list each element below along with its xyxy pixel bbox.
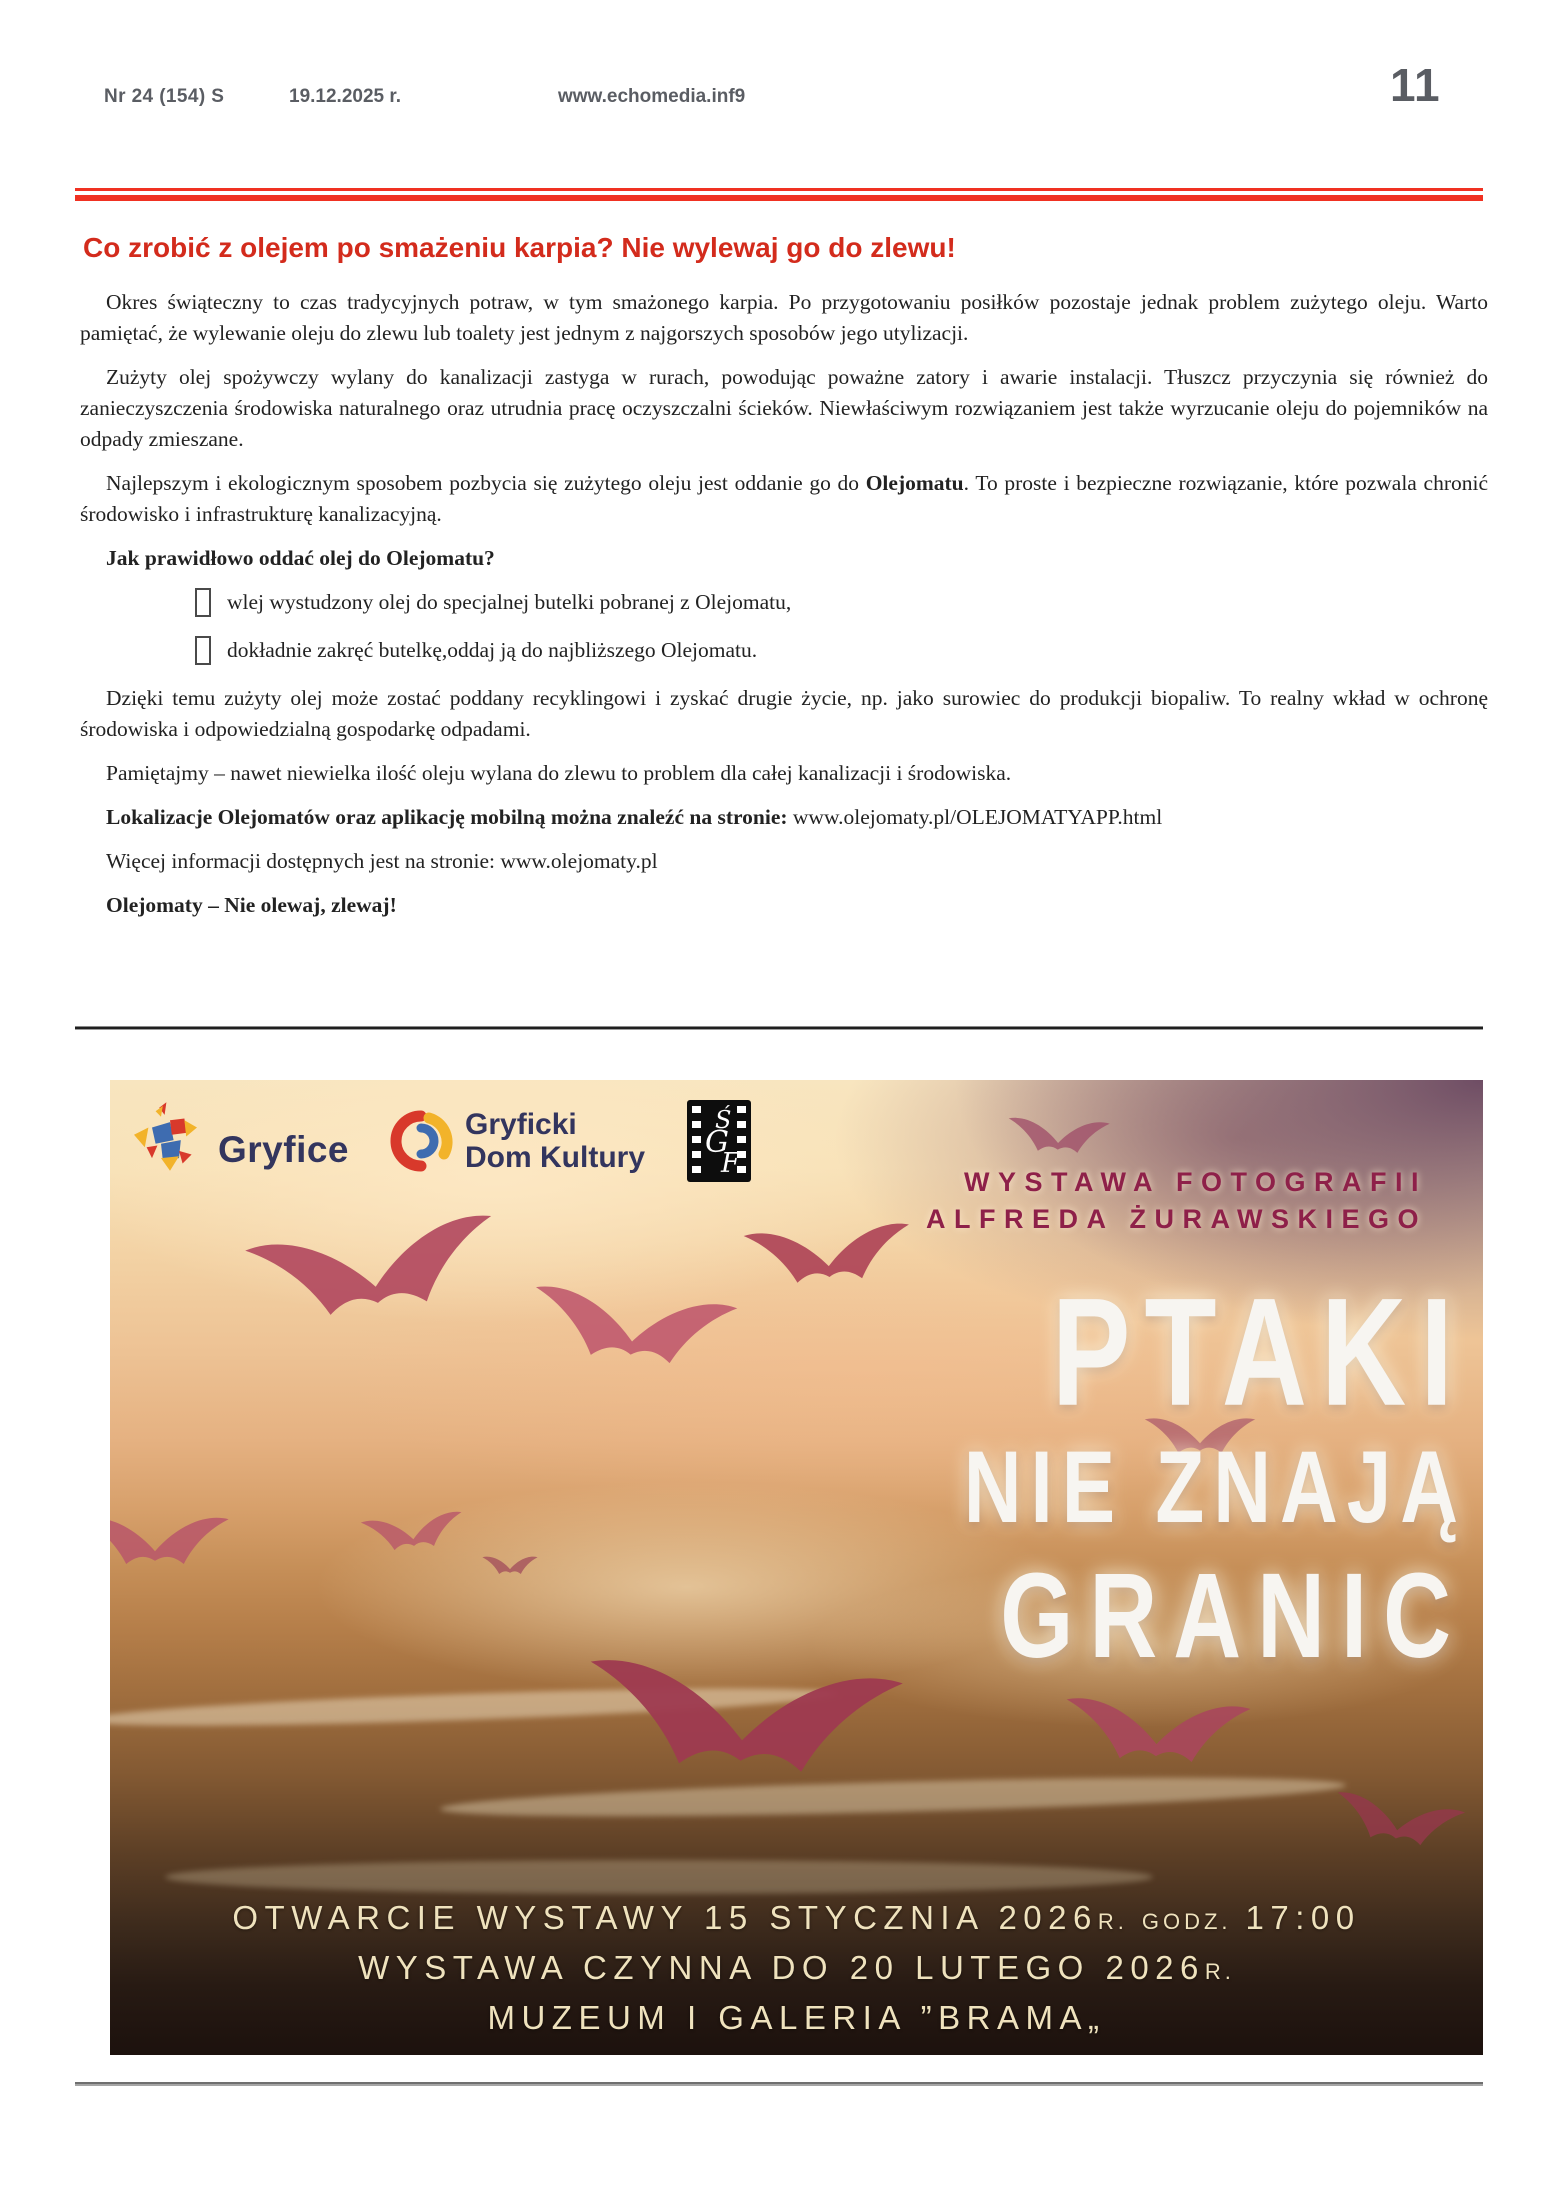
bottom-rule: [75, 2082, 1483, 2086]
bullet-item: [195, 635, 1488, 666]
paragraph-1: Okres świąteczny to czas tradycyjnych potraw, w tym smażonego karpia. Po przygotowaniu posiłków pozostaje jednak problem zużytego oleju. Warto pamiętać, że wylewanie oleju do zlewu lub toalety jest jednym z najgorszych sposobów jego utylizacji.: [80, 290, 1488, 345]
gdk-circle-icon: [389, 1109, 453, 1173]
gryfice-griffin-icon: [134, 1098, 206, 1184]
locations-bold: Lokalizacje Olejomatów oraz aplikację mobilną można znaleźć na stronie:: [106, 805, 788, 829]
kicker-line1: WYSTAWA FOTOGRAFII: [964, 1167, 1427, 1197]
poster-title: [963, 1266, 1467, 1683]
paragraph-locations: [80, 802, 1488, 833]
paragraph-3-text: Najlepszym i ekologicznym sposobem pozbycia się zużytego oleju jest oddanie go do: [106, 471, 866, 495]
footer-line3: MUZEUM I GALERIA ”BRAMA„: [487, 1999, 1106, 2036]
title-line1: PTAKI: [1051, 1266, 1467, 1439]
olejomat-bold: Olejomatu: [865, 471, 964, 495]
kicker-line2: ALFREDA ŻURAWSKIEGO: [926, 1204, 1427, 1234]
paragraph-4: Dzięki temu zużyty olej może zostać poddany recyklingowi i zyskać drugie życie, np. jako surowiec do produkcji biopaliw. To realny wkład w ochronę środowiska i odpowiedzialną gospodarkę odpadami.: [80, 686, 1488, 741]
bullet-text: wlej wystudzony olej do specjalnej butelki pobranej z Olejomatu,: [227, 590, 792, 614]
missing-glyph-icon: [195, 636, 211, 665]
paragraph-3-rest: . To proste i bezpieczne rozwiązanie, które pozwala chronić środowisko i infrastrukturę kanalizacyjną.: [80, 471, 1488, 526]
paragraph-more-info: Więcej informacji dostępnych jest na stronie: www.olejomaty.pl: [106, 849, 658, 873]
gdk-wordmark: [465, 1108, 645, 1174]
header-rule: [75, 188, 1483, 201]
poster-footer: [110, 1895, 1483, 2041]
footer-open-until-text: WYSTAWA CZYNNA DO 20 LUTEGO 2026: [358, 1949, 1205, 1986]
paragraph-2: Zużyty olej spożywczy wylany do kanalizacji zastyga w rurach, powodując poważne zatory i awarie instalacji. Tłuszcz przyczynia się również do zanieczyszczenia środowiska naturalnego oraz utrudnia pracę oczyszczalni ścieków. Niewłaściwym rozwiązaniem jest także wyrzucanie oleju do pojemników na odpady zmieszane.: [80, 365, 1488, 451]
publication-date: 19.12.2025 r.: [289, 86, 401, 107]
poster-kicker: [926, 1164, 1427, 1238]
page-number: 11: [1390, 59, 1441, 111]
gdk-logo: [389, 1108, 645, 1174]
footer-r-abbrev2: R.: [1204, 1959, 1235, 1984]
gdk-wordmark-line2: Dom Kultury: [465, 1141, 646, 1174]
title-line2: NIE ZNAJĄ: [963, 1429, 1467, 1544]
film-club-icon: [687, 1100, 751, 1182]
footer-r-abbrev: R.: [1097, 1909, 1128, 1934]
poster-logo-bar: [134, 1098, 751, 1184]
issue-number: Nr 24 (154) S: [104, 86, 225, 107]
exhibition-poster: [110, 1080, 1483, 2055]
paragraph-5: Pamiętajmy – nawet niewielka ilość oleju wylana do zlewu to problem dla całej kanalizacji i środowiska.: [106, 761, 1012, 785]
article-body: [80, 287, 1488, 934]
section-subheading: Jak prawidłowo oddać olej do Olejomatu?: [106, 546, 495, 570]
article-headline: Co zrobić z olejem po smażeniu karpia? Nie wylewaj go do zlewu!: [83, 232, 956, 263]
film-letter-s: Ś: [715, 1106, 732, 1134]
footer-line2: [110, 1945, 1483, 1995]
film-letter-g: G: [705, 1125, 729, 1160]
bullet-text: dokładnie zakręć butelkę,oddaj ją do najbliższego Olejomatu.: [227, 638, 758, 662]
title-line3: GRANIC: [1000, 1548, 1467, 1683]
gryfice-wordmark: Gryfice: [218, 1129, 350, 1170]
locations-url: www.olejomaty.pl/OLEJOMATYAPP.html: [787, 805, 1163, 829]
film-letter-f: F: [721, 1148, 740, 1179]
missing-glyph-icon: [195, 588, 211, 617]
footer-opening-text: OTWARCIE WYSTAWY 15 STYCZNIA 2026: [232, 1899, 1098, 1936]
footer-godz-abbrev: GODZ.: [1141, 1909, 1232, 1934]
footer-line1: [110, 1895, 1483, 1945]
gdk-wordmark-line1: Gryficki: [465, 1108, 577, 1141]
footer-time: 17:00: [1245, 1899, 1361, 1936]
section-divider: [75, 1026, 1483, 1030]
paragraph-3: [80, 468, 1488, 530]
paragraph-slogan: Olejomaty – Nie olewaj, zlewaj!: [106, 893, 397, 917]
bullet-item: [195, 587, 1488, 618]
site-url: www.echomedia.inf9: [558, 86, 746, 107]
